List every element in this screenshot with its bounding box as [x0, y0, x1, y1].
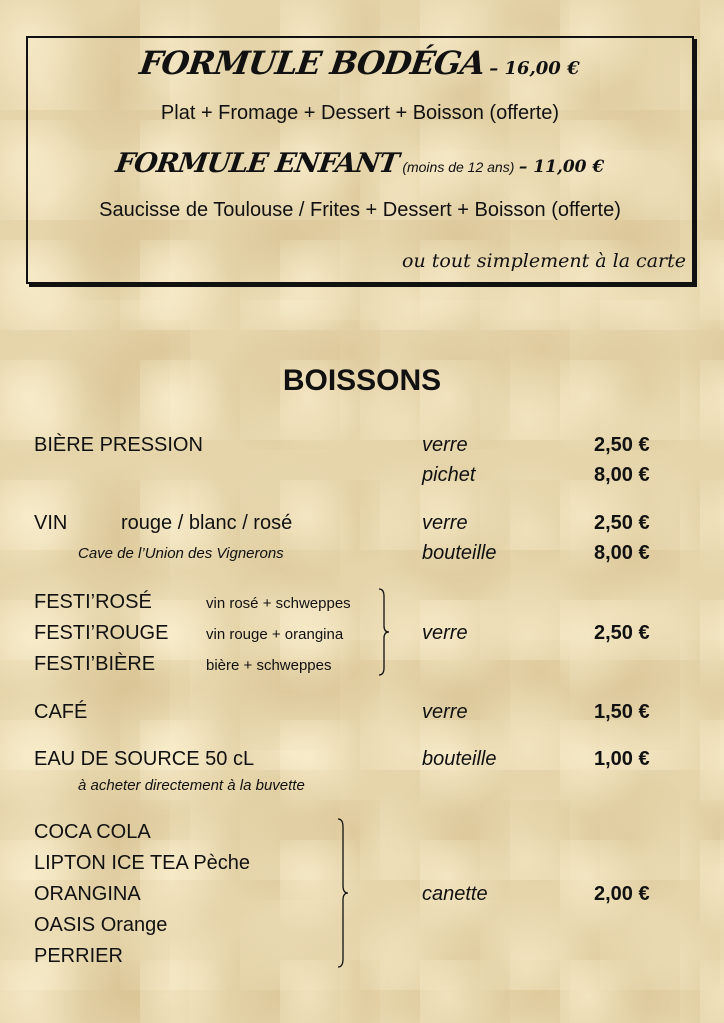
biere-price-pichet: 8,00 € [594, 464, 650, 486]
festi-rose-name: FESTI’ROSÉ [34, 591, 152, 613]
cafe-price: 1,50 € [594, 701, 650, 723]
biere-name: BIÈRE PRESSION [34, 434, 203, 456]
formule-enfant-content: Saucisse de Toulouse / Frites + Dessert + Boisson (offerte) [99, 199, 621, 221]
soda-orangina: ORANGINA [34, 883, 141, 905]
festi-biere-desc: bière + schweppes [206, 657, 332, 674]
festi-unit: verre [422, 622, 468, 644]
biere-price-verre: 2,50 € [594, 434, 650, 456]
formule-enfant-price: – 11,00 € [518, 157, 605, 177]
festi-biere-name: FESTI’BIÈRE [34, 653, 156, 675]
festi-rose-desc: vin rosé + schweppes [206, 595, 351, 612]
vin-origin: Cave de l’Union des Vignerons [78, 545, 284, 562]
vin-name: VIN [34, 512, 68, 534]
eau-unit: bouteille [422, 748, 497, 770]
vin-price-bouteille: 8,00 € [594, 542, 650, 564]
eau-price: 1,00 € [594, 748, 650, 770]
soda-perrier: PERRIER [34, 945, 123, 967]
soda-coca-cola: COCA COLA [34, 821, 151, 843]
formules-box [26, 36, 694, 284]
biere-unit-pichet: pichet [422, 464, 476, 486]
festi-price: 2,50 € [594, 622, 650, 644]
biere-unit-verre: verre [422, 434, 468, 456]
eau-note: à acheter directement à la buvette [78, 777, 305, 794]
vin-price-verre: 2,50 € [594, 512, 650, 534]
formule-enfant-title: FORMULE ENFANT [113, 148, 401, 179]
section-title: BOISSONS [282, 364, 442, 397]
soda-oasis: OASIS Orange [34, 914, 168, 936]
formule-enfant-note: (moins de 12 ans) [402, 159, 515, 175]
festi-rouge-desc: vin rouge + orangina [206, 626, 344, 643]
formule-bodega-price: – 16,00 € [489, 58, 580, 79]
vin-colors: rouge / blanc / rosé [121, 512, 293, 534]
festi-rouge-name: FESTI’ROUGE [34, 622, 169, 644]
vin-unit-verre: verre [422, 512, 468, 534]
sodas-unit: canette [422, 883, 488, 905]
formule-enfant-line [28, 148, 692, 179]
cafe-unit: verre [422, 701, 468, 723]
eau-name: EAU DE SOURCE 50 cL [34, 748, 255, 770]
formule-bodega-title: FORMULE BODÉGA [137, 44, 488, 82]
formule-bodega-content: Plat + Fromage + Dessert + Boisson (offerte) [160, 102, 560, 124]
formule-bodega-line [28, 44, 692, 82]
sodas-price: 2,00 € [594, 883, 650, 905]
vin-unit-bouteille: bouteille [422, 542, 497, 564]
cafe-name: CAFÉ [34, 701, 88, 723]
soda-lipton: LIPTON ICE TEA Pèche [34, 852, 251, 874]
festi-brace-icon [377, 588, 391, 676]
carte-note: ou tout simplement à la carte [402, 250, 686, 272]
sodas-brace-icon [336, 818, 350, 968]
